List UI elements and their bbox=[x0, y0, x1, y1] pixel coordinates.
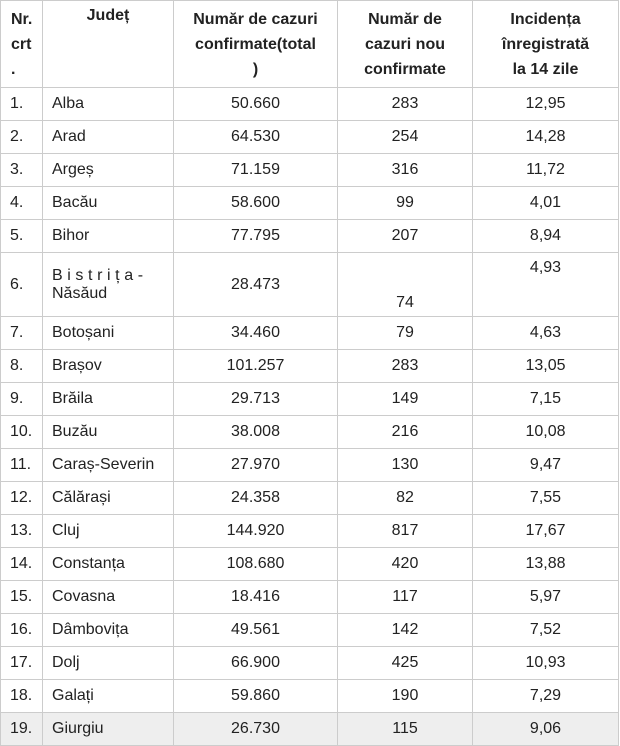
row-nr: 6. bbox=[1, 253, 43, 317]
header-noi-line-3: confirmate bbox=[364, 60, 446, 78]
row-nr: 12. bbox=[1, 482, 43, 515]
row-noi: 283 bbox=[338, 88, 473, 121]
row-incidenta: 17,67 bbox=[473, 515, 619, 548]
header-new-cases bbox=[338, 1, 473, 88]
row-noi: 74 bbox=[338, 253, 473, 317]
header-incidence bbox=[473, 1, 619, 88]
row-incidenta: 8,94 bbox=[473, 220, 619, 253]
row-judet-line-2: Năsăud bbox=[52, 284, 108, 302]
row-noi: 254 bbox=[338, 121, 473, 154]
row-noi: 82 bbox=[338, 482, 473, 515]
row-total: 58.600 bbox=[174, 187, 338, 220]
row-incidenta: 13,88 bbox=[473, 548, 619, 581]
row-judet: Brăila bbox=[43, 383, 174, 416]
row-judet: Botoșani bbox=[43, 317, 174, 350]
table-row bbox=[1, 317, 619, 350]
row-total: 66.900 bbox=[174, 647, 338, 680]
row-judet: Arad bbox=[43, 121, 174, 154]
row-total: 29.713 bbox=[174, 383, 338, 416]
header-incidenta-line-2: înregistrată bbox=[501, 35, 590, 53]
row-total: 49.561 bbox=[174, 614, 338, 647]
header-judet bbox=[43, 1, 174, 88]
row-noi: 420 bbox=[338, 548, 473, 581]
row-total: 26.730 bbox=[174, 713, 338, 746]
row-noi: 190 bbox=[338, 680, 473, 713]
row-incidenta: 4,93 bbox=[473, 253, 619, 317]
row-noi: 817 bbox=[338, 515, 473, 548]
row-incidenta: 7,55 bbox=[473, 482, 619, 515]
row-incidenta: 7,52 bbox=[473, 614, 619, 647]
table-row bbox=[1, 482, 619, 515]
row-judet: Dâmbovița bbox=[43, 614, 174, 647]
row-judet-line-1: Bistrița- bbox=[52, 266, 148, 284]
header-total-cases bbox=[174, 1, 338, 88]
header-total-line-3: ) bbox=[252, 60, 259, 78]
row-incidenta: 11,72 bbox=[473, 154, 619, 187]
row-total: 144.920 bbox=[174, 515, 338, 548]
row-judet: Călărași bbox=[43, 482, 174, 515]
row-incidenta: 9,06 bbox=[473, 713, 619, 746]
row-incidenta: 5,97 bbox=[473, 581, 619, 614]
table-row bbox=[1, 713, 619, 746]
row-judet: Bacău bbox=[43, 187, 174, 220]
row-judet: Alba bbox=[43, 88, 174, 121]
table-row bbox=[1, 350, 619, 383]
row-nr: 18. bbox=[1, 680, 43, 713]
row-nr: 9. bbox=[1, 383, 43, 416]
row-noi: 115 bbox=[338, 713, 473, 746]
row-nr: 1. bbox=[1, 88, 43, 121]
table-row bbox=[1, 680, 619, 713]
row-judet: Dolj bbox=[43, 647, 174, 680]
row-noi: 316 bbox=[338, 154, 473, 187]
header-incidenta-line-1: Incidența bbox=[510, 10, 581, 28]
table-row bbox=[1, 449, 619, 482]
table-row bbox=[1, 383, 619, 416]
table-row bbox=[1, 548, 619, 581]
row-incidenta: 7,29 bbox=[473, 680, 619, 713]
row-total: 34.460 bbox=[174, 317, 338, 350]
row-total: 59.860 bbox=[174, 680, 338, 713]
row-noi: 142 bbox=[338, 614, 473, 647]
table-row bbox=[1, 515, 619, 548]
row-total: 50.660 bbox=[174, 88, 338, 121]
row-total: 108.680 bbox=[174, 548, 338, 581]
row-noi: 149 bbox=[338, 383, 473, 416]
table-row bbox=[1, 647, 619, 680]
table-row bbox=[1, 253, 619, 317]
row-judet: Covasna bbox=[43, 581, 174, 614]
row-nr: 4. bbox=[1, 187, 43, 220]
header-nr-line-2: crt bbox=[11, 35, 32, 53]
header-total-line-1: Număr de cazuri bbox=[193, 10, 318, 28]
row-noi: 130 bbox=[338, 449, 473, 482]
row-judet: Galați bbox=[43, 680, 174, 713]
row-incidenta: 4,63 bbox=[473, 317, 619, 350]
row-judet: Cluj bbox=[43, 515, 174, 548]
header-nr-crt bbox=[1, 1, 43, 88]
row-nr: 7. bbox=[1, 317, 43, 350]
row-total: 71.159 bbox=[174, 154, 338, 187]
row-noi: 79 bbox=[338, 317, 473, 350]
row-total: 77.795 bbox=[174, 220, 338, 253]
row-noi: 216 bbox=[338, 416, 473, 449]
row-total: 18.416 bbox=[174, 581, 338, 614]
row-incidenta: 10,08 bbox=[473, 416, 619, 449]
row-total: 27.970 bbox=[174, 449, 338, 482]
header-noi-line-1: Număr de bbox=[368, 10, 442, 28]
row-judet: Brașov bbox=[43, 350, 174, 383]
row-judet: Giurgiu bbox=[43, 713, 174, 746]
row-nr: 13. bbox=[1, 515, 43, 548]
table-row bbox=[1, 581, 619, 614]
row-total: 101.257 bbox=[174, 350, 338, 383]
table-row bbox=[1, 187, 619, 220]
row-incidenta: 13,05 bbox=[473, 350, 619, 383]
table-row bbox=[1, 121, 619, 154]
row-incidenta: 7,15 bbox=[473, 383, 619, 416]
row-total: 28.473 bbox=[174, 253, 338, 317]
row-judet: Constanța bbox=[43, 548, 174, 581]
table-row bbox=[1, 154, 619, 187]
row-nr: 17. bbox=[1, 647, 43, 680]
row-noi: 117 bbox=[338, 581, 473, 614]
row-judet: Argeș bbox=[43, 154, 174, 187]
row-nr: 19. bbox=[1, 713, 43, 746]
row-nr: 8. bbox=[1, 350, 43, 383]
row-total: 64.530 bbox=[174, 121, 338, 154]
row-incidenta: 9,47 bbox=[473, 449, 619, 482]
row-nr: 14. bbox=[1, 548, 43, 581]
header-nr-line-1: Nr. bbox=[11, 10, 33, 28]
row-nr: 10. bbox=[1, 416, 43, 449]
row-nr: 16. bbox=[1, 614, 43, 647]
row-judet bbox=[43, 253, 174, 317]
row-noi: 425 bbox=[338, 647, 473, 680]
row-noi: 207 bbox=[338, 220, 473, 253]
row-incidenta: 10,93 bbox=[473, 647, 619, 680]
header-judet-label: Județ bbox=[86, 7, 130, 24]
row-incidenta: 12,95 bbox=[473, 88, 619, 121]
row-total: 24.358 bbox=[174, 482, 338, 515]
row-judet: Buzău bbox=[43, 416, 174, 449]
row-nr: 5. bbox=[1, 220, 43, 253]
row-nr: 2. bbox=[1, 121, 43, 154]
table-row bbox=[1, 416, 619, 449]
row-nr: 3. bbox=[1, 154, 43, 187]
row-incidenta: 4,01 bbox=[473, 187, 619, 220]
row-nr: 11. bbox=[1, 449, 43, 482]
table-row bbox=[1, 88, 619, 121]
header-total-line-2: confirmate(total bbox=[195, 35, 316, 53]
header-incidenta-line-3: la 14 zile bbox=[512, 60, 579, 78]
row-judet: Bihor bbox=[43, 220, 174, 253]
table-header-row bbox=[1, 1, 619, 88]
header-noi-line-2: cazuri nou bbox=[364, 35, 445, 53]
row-judet: Caraș-Severin bbox=[43, 449, 174, 482]
row-total: 38.008 bbox=[174, 416, 338, 449]
row-noi: 99 bbox=[338, 187, 473, 220]
row-noi: 283 bbox=[338, 350, 473, 383]
table-row bbox=[1, 614, 619, 647]
row-nr: 15. bbox=[1, 581, 43, 614]
header-nr-line-3: . bbox=[11, 60, 16, 78]
table-row bbox=[1, 220, 619, 253]
row-incidenta: 14,28 bbox=[473, 121, 619, 154]
